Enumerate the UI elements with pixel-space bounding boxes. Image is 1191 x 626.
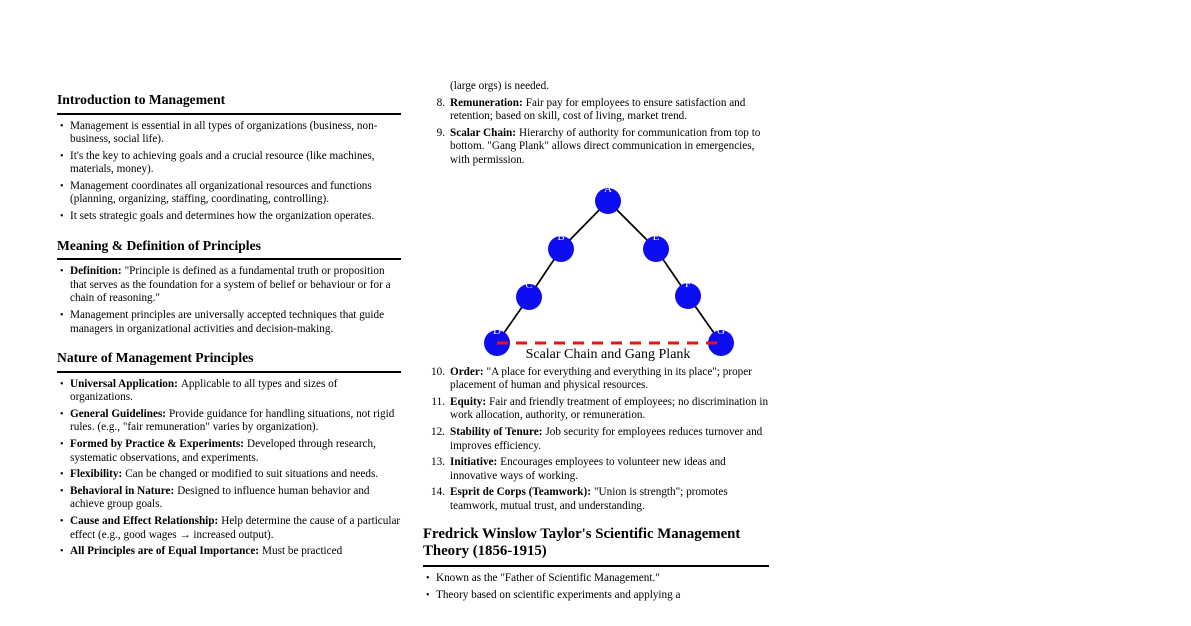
item-term: Esprit de Corps (Teamwork): (450, 486, 591, 499)
numbered-list-8-9 (423, 97, 769, 168)
item-number: 14. (431, 486, 445, 499)
numbered-list-10-14 (423, 366, 769, 514)
bullet-text: Designed to influence human behavior and achieve group goals. (70, 484, 370, 511)
numbered-item (423, 396, 769, 423)
numbered-item (423, 366, 769, 393)
left-column (57, 91, 401, 562)
bullet-term: All Principles are of Equal Importance: (70, 545, 260, 558)
bullet-list-nature (57, 378, 401, 559)
item-number: 13. (431, 456, 445, 469)
bullet-text: "Principle is defined as a fundamental truth or proposition that serves as the foundation for a system of belief or behaviour or for a chain of reasoning." (70, 265, 391, 305)
node-label-f: F (684, 277, 692, 290)
bullet-text: It's the key to achieving goals and a crucial resource (like machines, materials, money). (70, 149, 375, 176)
bullet-item (57, 408, 401, 435)
bullet-term: Cause and Effect Relationship: (70, 514, 219, 527)
bullet-term: General Guidelines: (70, 407, 167, 420)
item-term: Equity: (450, 395, 487, 408)
numbered-item (423, 127, 769, 168)
numbered-item (423, 486, 769, 513)
node-label-d: D (493, 324, 501, 337)
section-heading-nature: Nature of Management Principles (57, 349, 401, 373)
bullet-text: Management principles are universally accepted techniques that guide managers in organizational activities and decision-making. (70, 308, 385, 335)
node-label-g: G (717, 324, 725, 337)
bullet-text: Provide guidance for handling situations, not rigid rules. (e.g., "fair remuneration" varies by organization). (70, 407, 395, 434)
bullet-text: Management is essential in all types of organizations (business, non-business, social life). (70, 119, 378, 146)
bullet-term: Formed by Practice & Experiments: (70, 438, 244, 450)
item-text: Fair and friendly treatment of employees; no discrimination in work allocation, authority, or remuneration. (450, 395, 769, 422)
bullet-list-meaning (57, 265, 401, 336)
continuation-text: (large orgs) is needed. (450, 80, 549, 92)
item-number: 11. (431, 395, 445, 408)
bullet-item (57, 265, 401, 306)
bullet-term: Universal Application: (70, 377, 178, 390)
item-number: 10. (431, 365, 445, 378)
node-label-a: A (604, 182, 612, 195)
item-number: 8. (436, 96, 445, 109)
item-text: "A place for everything and everything in its place"; proper placement of human and physical resources. (450, 365, 752, 392)
node-label-e: E (652, 230, 660, 243)
node-label-c: C (525, 278, 533, 291)
bullet-text: It sets strategic goals and determines how the organization operates. (70, 210, 375, 223)
bullet-item (57, 180, 401, 207)
bullet-text: Developed through research, systematic observations, and experiments. (70, 438, 376, 464)
item-number: 12. (431, 425, 445, 438)
bullet-term: Flexibility: (70, 468, 123, 481)
org-chart-svg (453, 171, 755, 363)
section-heading-meaning-definition: Meaning & Definition of Principles (57, 237, 401, 261)
item-term: Scalar Chain: (450, 126, 516, 139)
bullet-item (57, 468, 401, 482)
item-text: Job security for employees reduces turnover and improves efficiency. (450, 425, 763, 452)
scalar-chain-diagram (423, 171, 769, 363)
item-term: Remuneration: (450, 96, 523, 109)
bullet-item (423, 572, 769, 586)
bullet-text: Known as the "Father of Scientific Management." (436, 572, 660, 585)
bullet-text: Applicable to all types and sizes of organizations. (70, 377, 338, 404)
item-text: "Union is strength"; promotes teamwork, mutual trust, and understanding. (450, 486, 728, 512)
bullet-list-introduction (57, 120, 401, 224)
item-text: Encourages employees to volunteer new ideas and innovative ways of working. (450, 456, 726, 482)
bullet-text: Theory based on scientific experiments and applying a (436, 589, 681, 601)
bullet-item (57, 485, 401, 512)
item-term: Stability of Tenure: (450, 425, 543, 438)
bullet-item (57, 210, 401, 224)
bullet-item (423, 589, 769, 603)
item-term: Order: (450, 365, 484, 378)
bullet-list-taylor (423, 572, 769, 602)
bullet-item (57, 438, 401, 465)
bullet-item (57, 150, 401, 177)
numbered-item (423, 456, 769, 483)
right-column (423, 80, 769, 606)
section-heading-taylor: Fredrick Winslow Taylor's Scientific Management Theory (1856-1915) (423, 526, 769, 568)
item-number: 9. (436, 126, 445, 139)
numbered-item (423, 426, 769, 453)
node-label-b: B (557, 230, 565, 243)
section-heading-introduction: Introduction to Management (57, 91, 401, 115)
bullet-item (57, 120, 401, 147)
numbered-item (423, 97, 769, 124)
item-term: Initiative: (450, 456, 498, 469)
bullet-text: Management coordinates all organizational resources and functions (planning, organizing, staffing, coordinating, controlling). (70, 179, 372, 206)
item-text: Fair pay for employees to ensure satisfaction and retention; based on skill, cost of living, market trend. (450, 96, 746, 123)
bullet-text: Help determine the cause of a particular effect (e.g., good wages → increased output). (70, 514, 401, 541)
bullet-item (57, 378, 401, 405)
bullet-item (57, 309, 401, 336)
item-text: Hierarchy of authority for communication from top to bottom. "Gang Plank" allows direct communication in emergencies, with permission. (450, 126, 761, 166)
bullet-text: Must be practiced (262, 545, 343, 558)
diagram-caption: Scalar Chain and Gang Plank (525, 346, 691, 362)
bullet-term: Behavioral in Nature: (70, 484, 175, 497)
bullet-item (57, 545, 401, 559)
bullet-text: Can be changed or modified to suit situations and needs. (125, 468, 379, 481)
bullet-term: Definition: (70, 265, 122, 278)
bullet-item (57, 515, 401, 542)
